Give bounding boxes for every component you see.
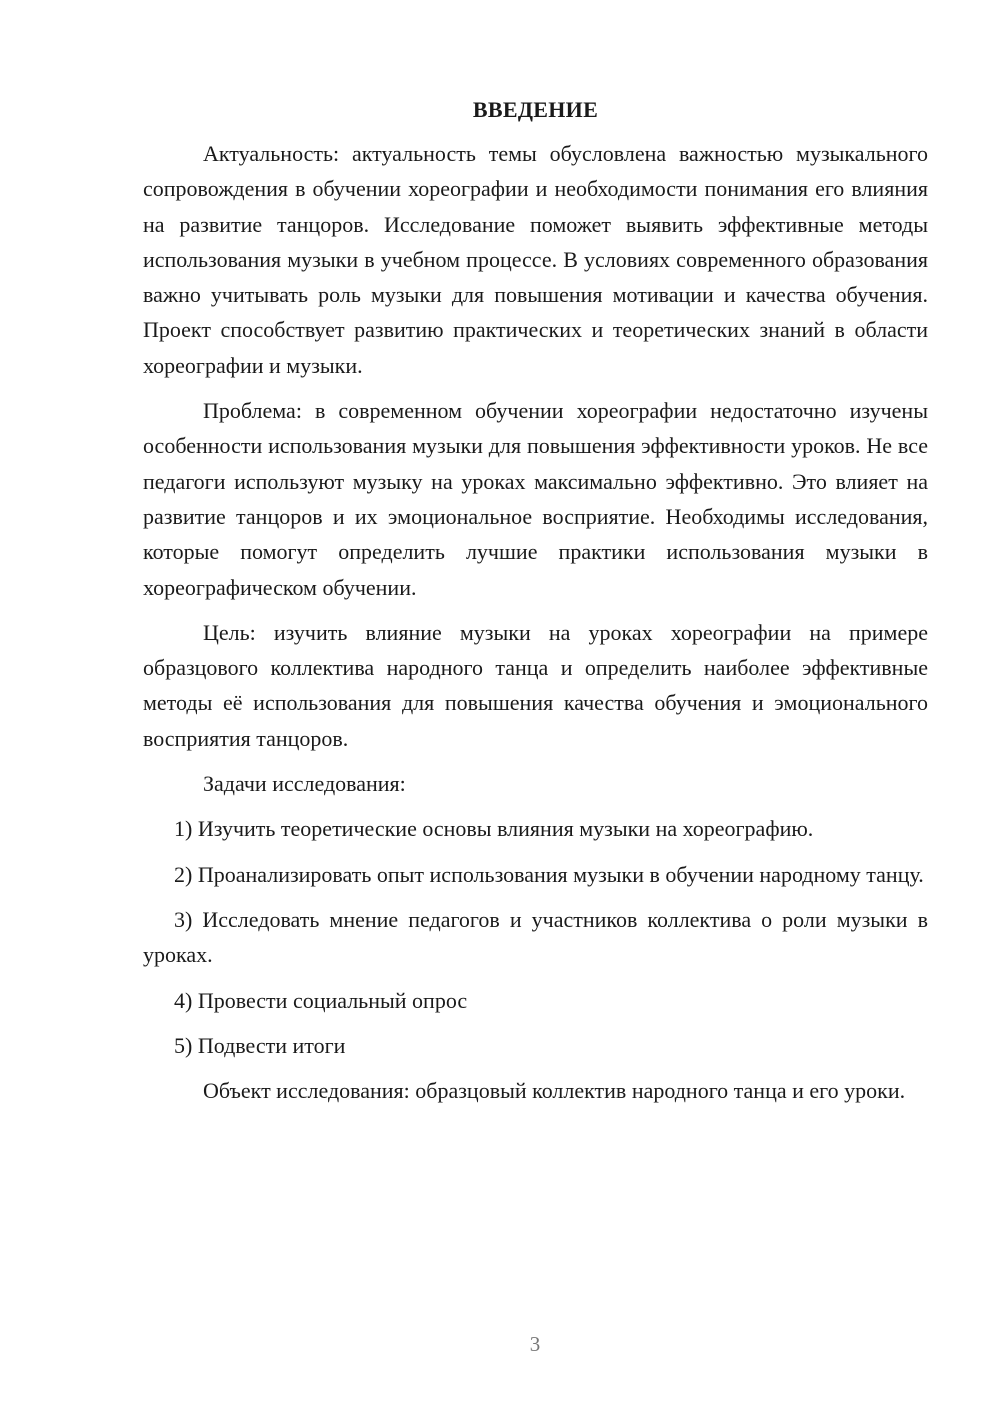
- task-item-1: 1) Изучить теоретические основы влияния музыки на хореографию.: [174, 816, 814, 842]
- task-item-4: 4) Провести социальный опрос: [174, 987, 468, 1013]
- page-title: ВВЕДЕНИЕ: [472, 97, 599, 122]
- paragraph-object: Объект исследования: образцовый коллектив народного танца и его уроки.: [203, 1078, 906, 1104]
- task-item-2: 2) Проанализировать опыт использования музыки в обучении народному танцу.: [174, 861, 924, 887]
- document-page: [143, 92, 928, 1118]
- task-item-3: 3) Исследовать мнение педагогов и участников коллектива о роли музыки в уроках.: [143, 906, 928, 968]
- paragraph-goal: Цель: изучить влияние музыки на уроках хореографии на примере образцового коллектива народного танца и определить наиболее эффективные методы её использования для повышения качества обучения и эмоционального восприятия танцоров.: [143, 619, 928, 751]
- paragraph-relevance: Актуальность: актуальность темы обусловлена важностью музыкального сопровождения в обучении хореографии и необходимости понимания его влияния на развитие танцоров. Исследование поможет выявить эффективные методы использования музыки в учебном процессе. В условиях современного образования важно учитывать роль музыки для повышения мотивации и качества обучения. Проект способствует развитию практических и теоретических знаний в области хореографии и музыки.: [143, 141, 928, 378]
- page-number: 3: [529, 1332, 541, 1356]
- tasks-heading: Задачи исследования:: [203, 771, 406, 797]
- task-item-5: 5) Подвести итоги: [174, 1032, 346, 1058]
- paragraph-problem: Проблема: в современном обучении хореографии недостаточно изучены особенности использования музыки для повышения эффективности уроков. Не все педагоги используют музыку на уроках максимально эффективно. Это влияет на развитие танцоров и их эмоциональное восприятие. Необходимы исследования, которые помогут определить лучшие практики использования музыки в хореографическом обучении.: [143, 398, 928, 600]
